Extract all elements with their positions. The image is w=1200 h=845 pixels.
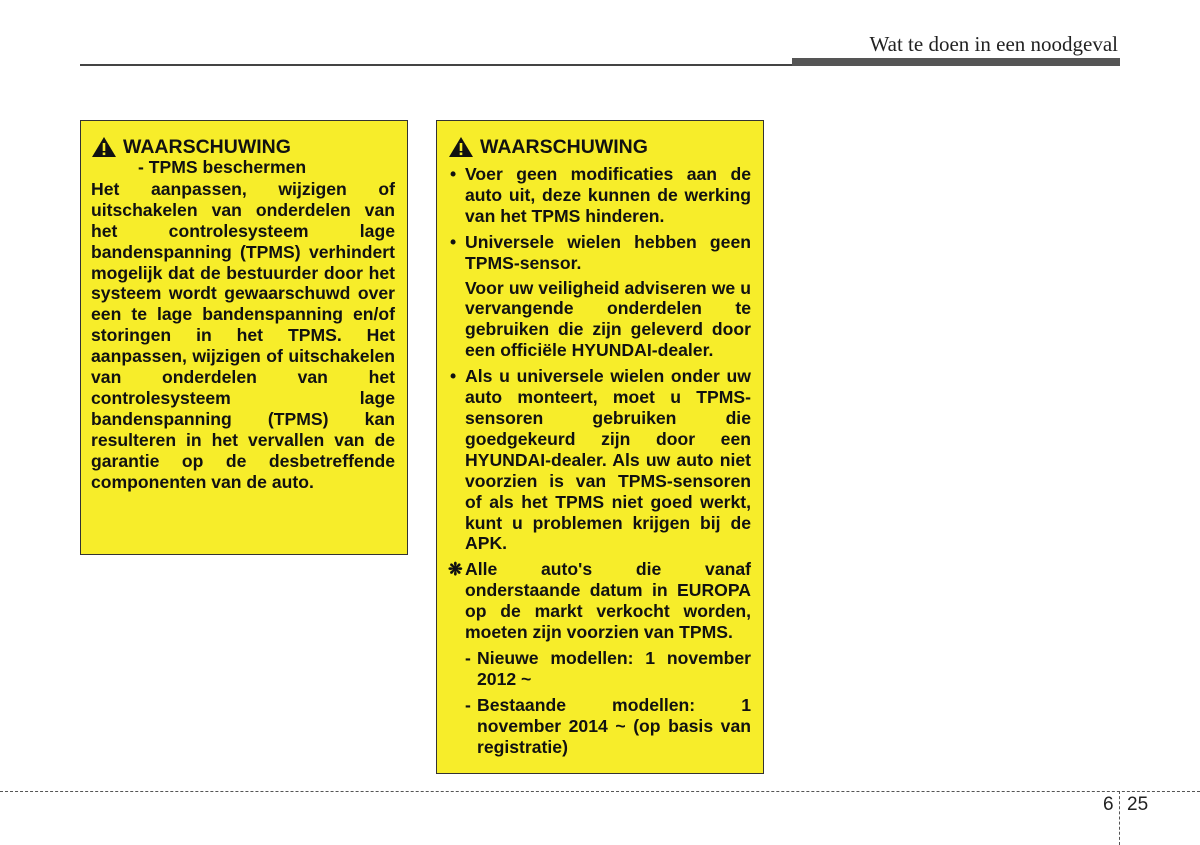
section-title: Wat te doen in een noodgeval: [869, 32, 1118, 56]
bullet-text: Universele wielen hebben geen TPMS-sensor.: [465, 231, 751, 273]
bullet-item: [448, 366, 751, 554]
bullet-mark: •: [450, 231, 457, 252]
warning-triangle-icon: [91, 136, 117, 158]
header-bar: [792, 58, 1120, 66]
warning-box-tpms-modifications: [436, 120, 764, 774]
dash-mark: -: [465, 694, 471, 715]
warning-heading-row: [91, 135, 395, 159]
header-rule: [80, 64, 792, 66]
warning-body: Het aanpassen, wijzigen of uitschakelen van onderdelen van het controlesysteem lage bandenspanning (TPMS) verhindert mogelijk dat de bestuurder door het systeem wordt gewaarschuwd over een te lage bandenspanning en/of storingen in het TPMS. Het aanpassen, wijzigen of uitschakelen van onderdelen van het controlesysteem lage bandenspanning (TPMS) kan resulteren in het vervallen van de garantie op de desbetreffende componenten van de auto.: [91, 178, 395, 492]
note-subitem: [448, 695, 751, 758]
note-subitem-text: Bestaande modellen: 1 november 2014 ~ (op basis van registratie): [477, 694, 751, 757]
bullet-paragraph: Voor uw veiligheid adviseren we u vervangende onderdelen te gebruiken die zijn geleverd door een officiële HYUNDAI-dealer.: [465, 277, 751, 361]
warning-box-tpms-protect: [80, 120, 408, 555]
bullet-mark: •: [450, 366, 457, 387]
bullet-item: [448, 164, 751, 227]
page-number: 25: [1127, 794, 1149, 815]
warning-subtitle: - TPMS beschermen: [138, 157, 307, 177]
footer-dashed-divider: [1119, 791, 1120, 845]
note-subitem-text: Nieuwe modellen: 1 november 2012 ~: [477, 647, 751, 689]
note-text: Alle auto's die vanaf onderstaande datum in EUROPA op de markt verkocht worden, moeten zijn voorzien van TPMS.: [465, 559, 751, 643]
note-item: [448, 559, 751, 643]
bullet-mark: •: [450, 164, 457, 184]
bullet-item: [448, 232, 751, 361]
warning-heading: WAARSCHUWING: [123, 136, 291, 158]
note-mark: ❋: [448, 559, 463, 580]
bullet-text: Als u universele wielen onder uw auto monteert, moet u TPMS-sensoren gebruiken die goedgekeurd zijn door een HYUNDAI-dealer. Als uw auto niet voorzien is van TPMS-sensoren of als het TPMS niet goed werkt, kunt u problemen krijgen bij de APK.: [465, 366, 751, 554]
dash-mark: -: [465, 647, 471, 668]
bullet-text: Voer geen modificaties aan de auto uit, deze kunnen de werking van het TPMS hinderen.: [465, 164, 751, 226]
warning-triangle-icon: [448, 136, 474, 158]
note-subitem: [448, 648, 751, 690]
warning-heading: WAARSCHUWING: [480, 136, 648, 158]
footer-dashed-rule: [0, 791, 1200, 792]
chapter-number: 6: [1103, 794, 1114, 815]
warning-heading-row: [448, 135, 751, 159]
